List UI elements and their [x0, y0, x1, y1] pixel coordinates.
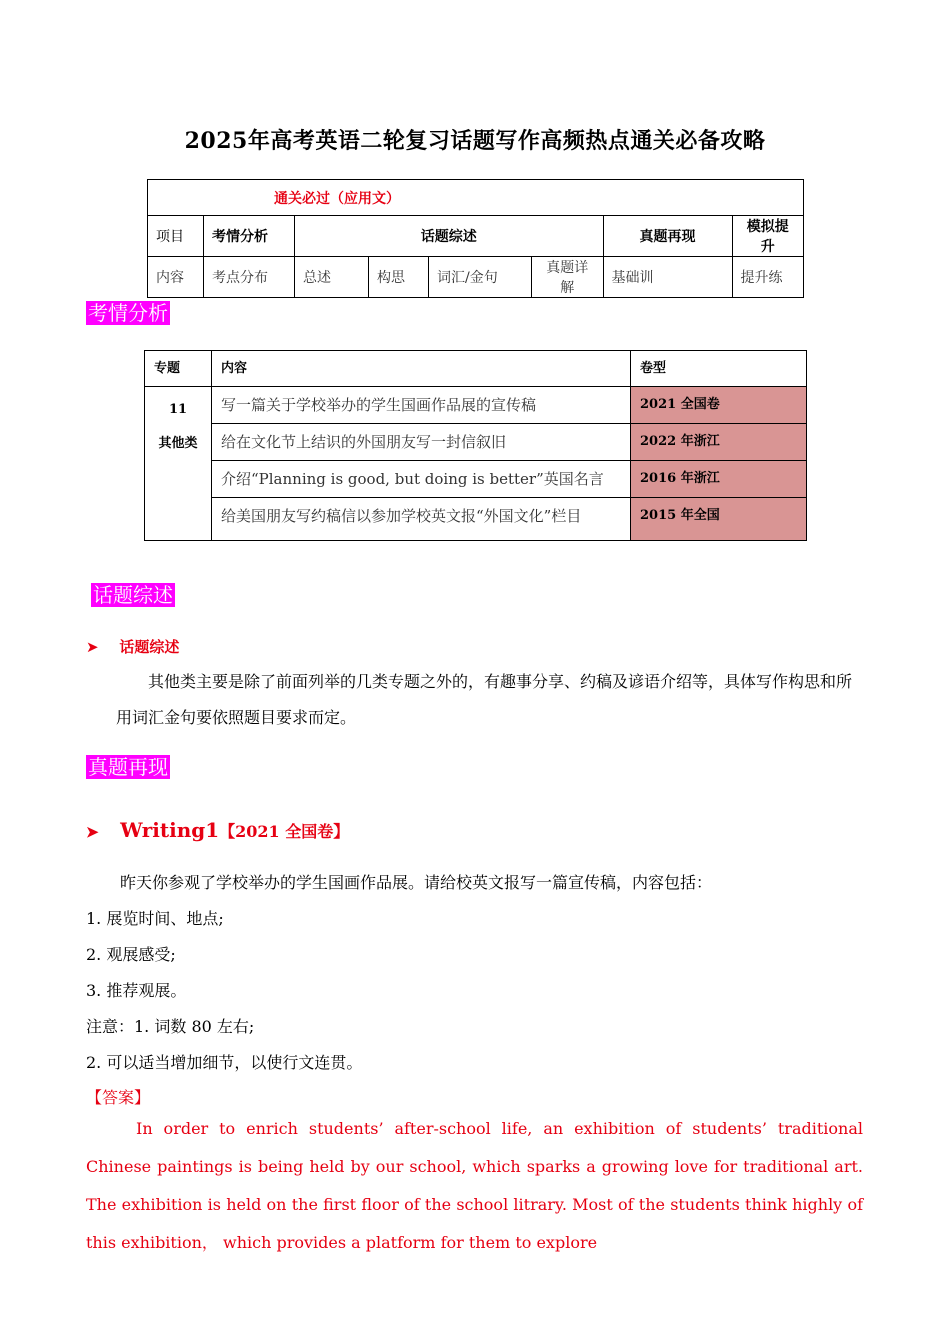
nav-cell: 词汇/金句	[429, 257, 532, 298]
prompt-item: 3. 推荐观展。	[86, 981, 187, 1000]
analysis-table	[144, 350, 807, 541]
topic-cell	[145, 387, 212, 541]
prompt-note: 2. 可以适当增加细节，以使行文连贯。	[86, 1053, 363, 1072]
nav-col-real-exam: 真题再现	[603, 216, 732, 257]
overview-paragraph: 其他类主要是除了前面列举的几类专题之外的，有趣事分享、约稿及谚语介绍等，具体写作构思和所用词汇金句要依照题目要求而定。	[116, 672, 853, 727]
answer-text: In order to enrich students’ after-school life, an exhibition of students’ traditional Chinese paintings is being held by our school, which sparks a growing love for traditional art. The exhibition is held on the first floor of the school litrary. Most of the students think highly of this exhibition， which provides a platform for them to explore	[86, 1119, 863, 1252]
nav-cell: 真题详解	[532, 257, 604, 298]
arrow-right-icon: ➤	[86, 823, 99, 841]
section-heading-real-exam: 真题再现	[88, 755, 168, 779]
overview-bullet-label: 话题综述	[119, 638, 180, 656]
prompt-note: 注意：1. 词数 80 左右;	[86, 1017, 255, 1036]
paper-cell: 2022 年浙江	[631, 424, 807, 461]
content-cell: 介绍“Planning is good, but doing is better”英国名言	[212, 461, 631, 498]
writing-source: 【2021 全国卷】	[219, 822, 350, 841]
nav-cell: 考点分布	[204, 257, 295, 298]
navigation-table	[147, 179, 804, 298]
table-row	[145, 461, 807, 498]
prompt-item: 2. 观展感受;	[86, 945, 176, 964]
topic-name: 其他类	[158, 436, 198, 451]
writing-prompt-block	[86, 865, 866, 1081]
table-row	[145, 387, 807, 424]
nav-col-analysis: 考情分析	[204, 216, 295, 257]
nav-cell: 提升练	[732, 257, 804, 298]
content-cell: 给在文化节上结识的外国朋友写一封信叙旧	[212, 424, 631, 461]
paper-cell: 2016 年浙江	[631, 461, 807, 498]
writing-title	[86, 818, 349, 842]
paper-cell: 2015 年全国	[631, 498, 807, 541]
nav-col-overview: 话题综述	[295, 216, 604, 257]
arrow-right-icon: ➤	[86, 638, 99, 656]
content-cell: 给美国朋友写约稿信以参加学校英文报“外国文化”栏目	[212, 498, 631, 541]
nav-col-simulation: 模拟提升	[732, 216, 804, 257]
nav-row-label: 项目	[148, 216, 204, 257]
analysis-header: 卷型	[631, 351, 807, 387]
paper-cell: 2021 全国卷	[631, 387, 807, 424]
table-row	[145, 498, 807, 541]
nav-table-caption: 通关必过（应用文）	[148, 180, 804, 216]
writing-prompt: 昨天你参观了学校举办的学生国画作品展。请给校英文报写一篇宣传稿，内容包括：	[120, 873, 713, 892]
section-heading-analysis: 考情分析	[88, 301, 168, 325]
analysis-header: 内容	[212, 351, 631, 387]
analysis-header: 专题	[145, 351, 212, 387]
nav-cell: 总述	[295, 257, 369, 298]
page-title: 2025年高考英语二轮复习话题写作高频热点通关必备攻略	[184, 128, 766, 154]
prompt-item: 1. 展览时间、地点;	[86, 909, 224, 928]
nav-cell: 基础训	[603, 257, 732, 298]
nav-row-label: 内容	[148, 257, 204, 298]
content-cell: 写一篇关于学校举办的学生国画作品展的宣传稿	[212, 387, 631, 424]
answer-label: 【答案】	[86, 1088, 151, 1107]
writing-title-text: Writing1	[120, 818, 220, 842]
section-heading-overview: 话题综述	[93, 583, 173, 607]
nav-cell: 构思	[369, 257, 429, 298]
topic-number: 11	[168, 402, 188, 417]
table-row	[145, 424, 807, 461]
overview-bullet	[86, 636, 179, 657]
